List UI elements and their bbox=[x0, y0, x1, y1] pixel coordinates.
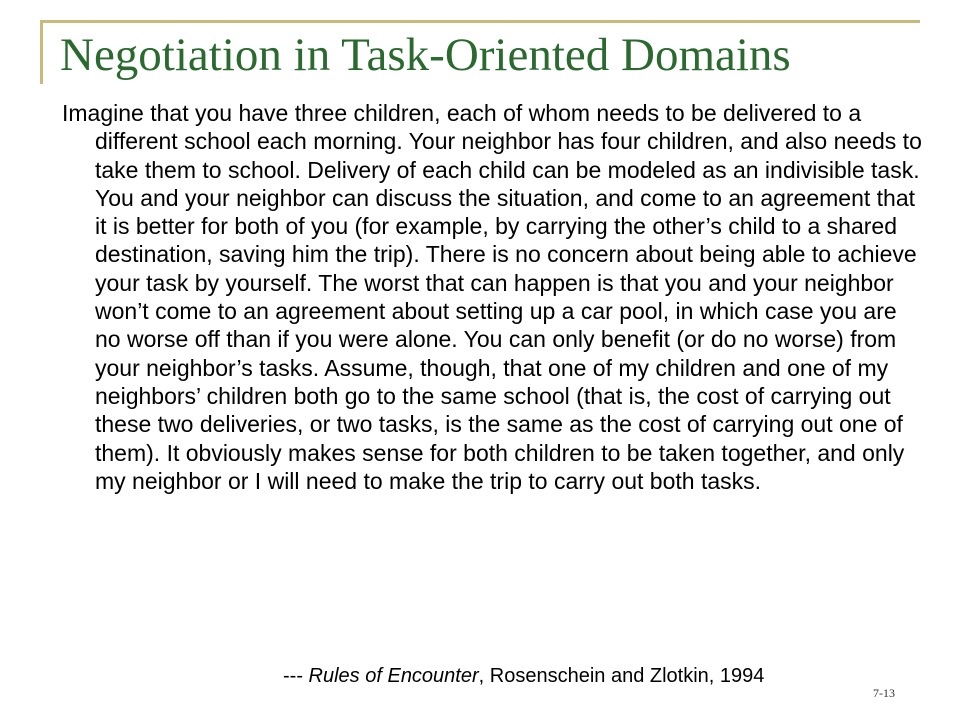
slide-body-text: Imagine that you have three children, each of whom needs to be delivered to a different school each morning. Your neighbor has four children, and also needs to take them to school. Delivery of each child can be modeled as an indivisible task. You and your neighbor can discuss the situation, and come to an agreement that it is better for both of you (for example, by carrying the other’s child to a shared destination, saving him the trip). There is no concern about being able to achieve your task by yourself. The worst that can happen is that you and your neighbor won’t come to an agreement about setting up a car pool, in which case you are no worse off than if you were alone. You can only benefit (or do no worse) from your neighbor’s tasks. Assume, though, that one of my children and one of my neighbors’ children both go to the same school (that is, the cost of carrying out these two deliveries, or two tasks, is the same as the cost of carrying out one of them). It obviously makes sense for both children to be taken together, and only my neighbor or I will need to make the trip to carry out both tasks. bbox=[62, 100, 922, 494]
citation-authors: , Rosenschein and Zlotkin, 1994 bbox=[478, 665, 765, 687]
citation bbox=[283, 664, 764, 688]
citation-prefix: --- bbox=[283, 665, 309, 687]
frame-line-top bbox=[40, 20, 920, 23]
slide-title: Negotiation in Task-Oriented Domains bbox=[60, 29, 791, 81]
page-number: 7-13 bbox=[873, 686, 895, 700]
frame-line-left bbox=[40, 20, 43, 84]
citation-work-title: Rules of Encounter bbox=[308, 665, 479, 687]
